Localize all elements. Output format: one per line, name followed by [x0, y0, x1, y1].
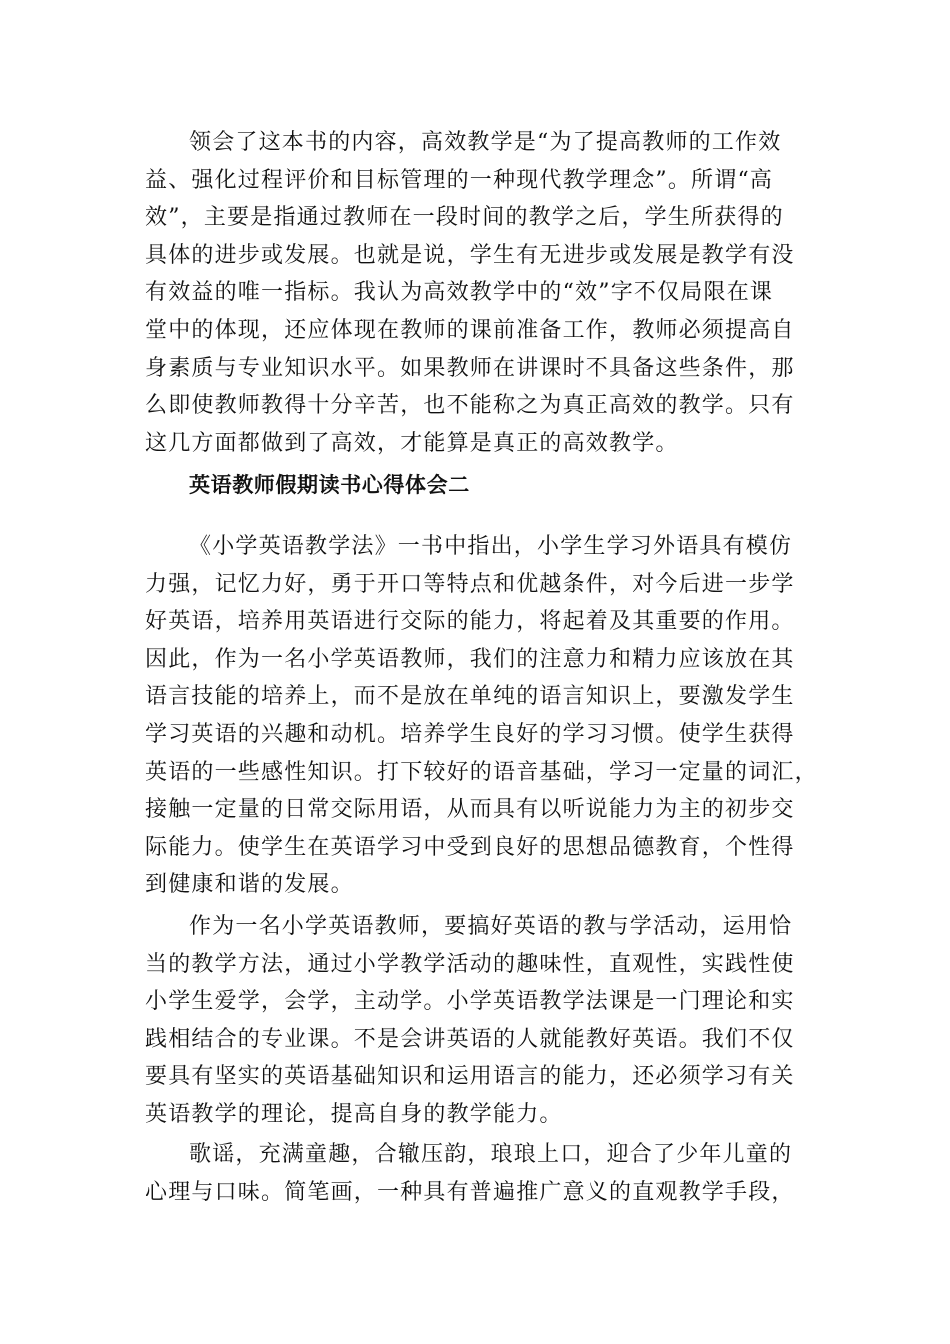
text-line: 益、强化过程评价和目标管理的一种现代教学理念”。所谓“高: [145, 167, 774, 193]
text-line: 英语的一些感性知识。打下较好的语音基础，学习一定量的词汇，: [145, 759, 818, 785]
text-line: 歌谣，充满童趣，合辙压韵，琅琅上口，迎合了少年儿童的: [189, 1142, 793, 1167]
text-line: 际能力。使学生在英语学习中受到良好的思想品德教育，个性得: [145, 834, 795, 860]
text-line: 作为一名小学英语教师，要搞好英语的教与学活动，运用恰: [189, 914, 793, 939]
text-line: 这几方面都做到了高效，才能算是真正的高效教学。: [145, 430, 679, 456]
text-line: 学习英语的兴趣和动机。培养学生良好的学习习惯。使学生获得: [145, 721, 795, 747]
text-line: 小学生爱学，会学，主动学。小学英语教学法课是一门理论和实: [145, 989, 795, 1015]
text-line: 好英语，培养用英语进行交际的能力，将起着及其重要的作用。: [145, 609, 795, 635]
text-line: 心理与口味。简笔画，一种具有普遍推广意义的直观教学手段，: [145, 1179, 795, 1205]
section-heading: 英语教师假期读书心得体会二: [189, 473, 470, 497]
text-line: 领会了这本书的内容，高效教学是“为了提高教师的工作效: [189, 130, 782, 155]
text-line: 接触一定量的日常交际用语，从而具有以听说能力为主的初步交: [145, 797, 795, 823]
text-line: 践相结合的专业课。不是会讲英语的人就能教好英语。我们不仅: [145, 1026, 795, 1052]
paragraph-efficient-teaching: [145, 124, 805, 462]
text-line: 英语教学的理论，提高自身的教学能力。: [145, 1101, 563, 1127]
text-line: 堂中的体现，还应体现在教师的课前准备工作，教师必须提高自: [145, 317, 795, 343]
paragraph-teacher-role: [145, 908, 805, 1134]
text-line: 语言技能的培养上，而不是放在单纯的语言知识上，要激发学生: [145, 684, 795, 710]
text-line: 身素质与专业知识水平。如果教师在讲课时不具备这些条件，那: [145, 355, 795, 381]
paragraph-teaching-method-book: [145, 528, 818, 904]
text-line: 具体的进步或发展。也就是说，学生有无进步或发展是教学有没: [145, 242, 795, 268]
text-line: 有效益的唯一指标。我认为高效教学中的“效”字不仅局限在课: [145, 280, 774, 306]
text-line: 《小学英语教学法》一书中指出，小学生学习外语具有模仿: [189, 534, 793, 559]
paragraph-songs-drawings: [145, 1136, 805, 1211]
text-line: 因此，作为一名小学英语教师，我们的注意力和精力应该放在其: [145, 646, 795, 672]
text-line: 要具有坚实的英语基础知识和运用语言的能力，还必须学习有关: [145, 1064, 795, 1090]
text-line: 力强，记忆力好，勇于开口等特点和优越条件，对今后进一步学: [145, 571, 795, 597]
text-line: 到健康和谐的发展。: [145, 872, 354, 898]
text-line: 当的教学方法，通过小学教学活动的趣味性，直观性，实践性使: [145, 951, 795, 977]
text-line: 效”，主要是指通过教师在一段时间的教学之后，学生所获得的: [145, 205, 784, 231]
text-line: 么即使教师教得十分辛苦，也不能称之为真正高效的教学。只有: [145, 393, 795, 419]
